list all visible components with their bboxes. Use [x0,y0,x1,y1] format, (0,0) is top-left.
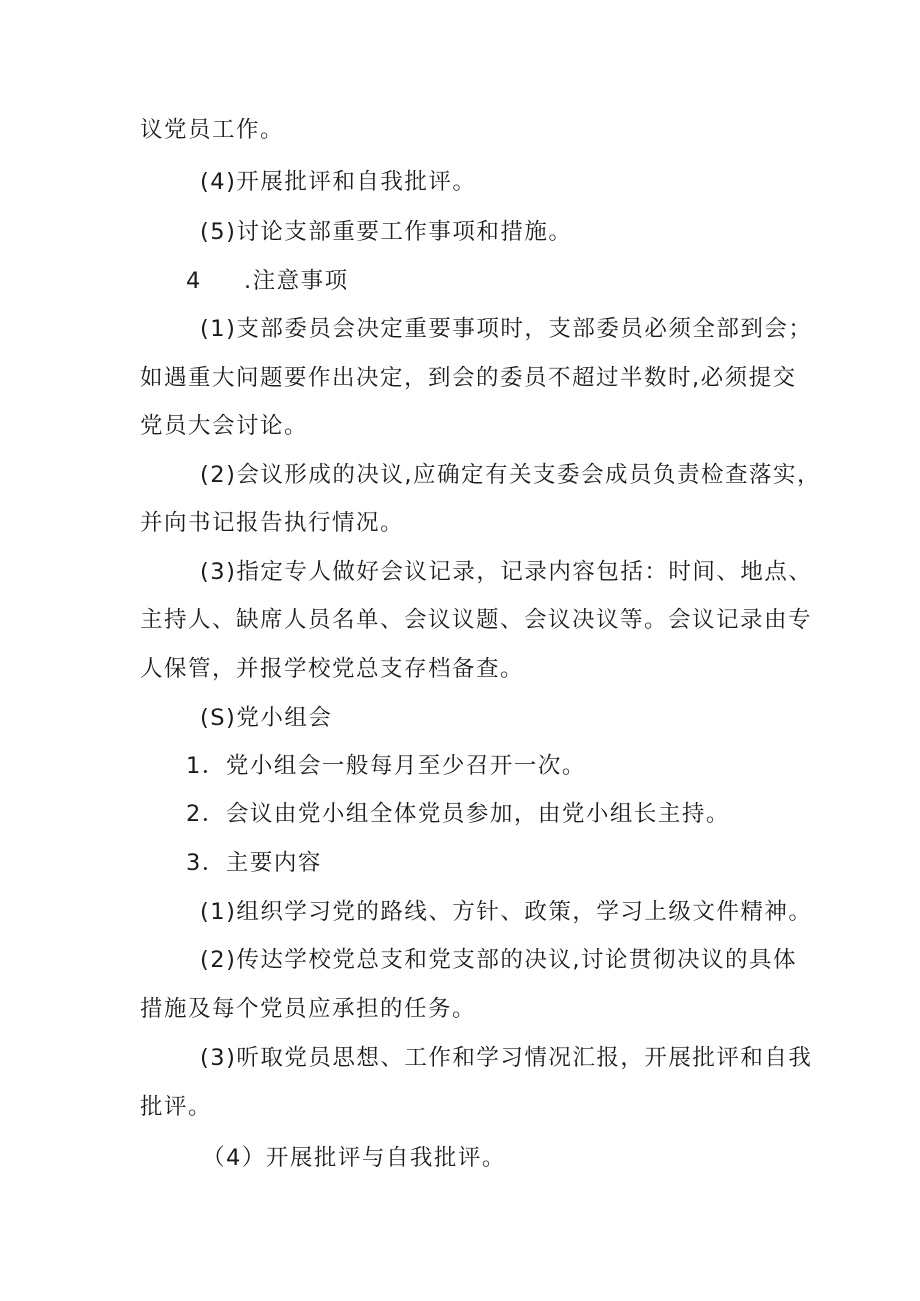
text-line: 议党员工作。 [140,117,285,143]
text-line: 主持人、缺席人员名单、会议议题、会议决议等。会议记录由专 [140,607,813,633]
text-line: 如遇重大问题要作出决定，到会的委员不超过半数时,必须提交 [140,365,797,391]
text-line: 1．党小组会一般每月至少召开一次。 [186,753,586,779]
section-heading: 3．主要内容 [186,850,322,876]
text-line: (1)支部委员会决定重要事项时，支部委员必须全部到会； [200,316,813,342]
section-heading [186,266,349,296]
text-line: 党员大会讨论。 [140,413,309,439]
text-line: (3)听取党员思想、工作和学习情况汇报，开展批评和自我 [200,1045,813,1071]
text-line: (5)讨论支部重要工作事项和措施。 [200,219,573,245]
text-line: (2)会议形成的决议,应确定有关支委会成员负责检查落实， [200,462,822,488]
text-line: 人保管，并报学校党总支存档备查。 [140,656,525,682]
section-heading-text: .注意事项 [244,268,349,294]
section-number: 4 [186,268,202,294]
text-line: 2．会议由党小组全体党员参加，由党小组长主持。 [186,801,730,827]
text-line: 措施及每个党员应承担的任务。 [140,996,477,1022]
text-line: 批评。 [140,1094,213,1120]
text-line: (3)指定专人做好会议记录，记录内容包括：时间、地点、 [200,559,813,585]
subsection-heading: (S)党小组会 [200,705,333,731]
text-line: (1)组织学习党的路线、方针、政策，学习上级文件精神。 [200,899,813,925]
text-line: (2)传达学校党总支和党支部的决议,讨论贯彻决议的具体 [200,947,798,973]
text-line: (4)开展批评和自我批评。 [200,169,477,195]
text-line: （4）开展批评与自我批评。 [202,1145,506,1171]
text-line: 并向书记报告执行情况。 [140,510,405,536]
